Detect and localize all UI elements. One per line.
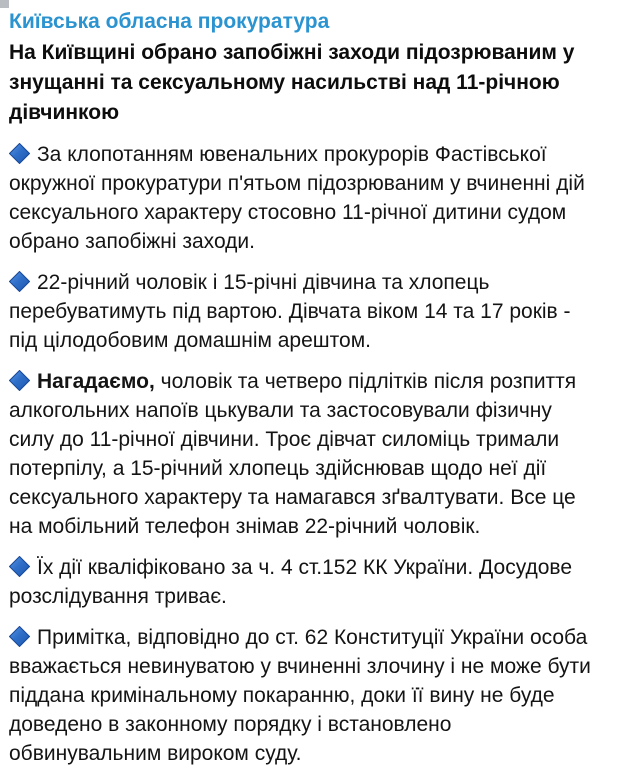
blue-diamond-icon — [9, 143, 30, 164]
blue-diamond-icon — [9, 370, 30, 391]
blue-diamond-icon — [9, 271, 30, 292]
blue-diamond-icon — [9, 626, 30, 647]
post-paragraph — [9, 140, 601, 256]
post-paragraph — [9, 623, 601, 768]
paragraph-text: 22-річний чоловік і 15-річні дівчина та хлопець перебуватимуть під вартою. Дівчата віком 14 та 17 років - під цілодобовим домашнім арештом. — [9, 271, 571, 352]
paragraph-text: За клопотанням ювенальних прокурорів Фастівської окружної прокуратури п'ятьом підозрюваним у вчиненні дій сексуального характеру стосовно 11-річної дитини судом обрано запобіжні заходи. — [9, 143, 585, 253]
post-paragraph — [9, 367, 601, 541]
blue-diamond-icon — [9, 556, 30, 577]
post-title: На Київщині обрано запобіжні заходи підозрюваним у знущанні та сексуальному насильстві над 11-річною дівчинкою — [9, 41, 575, 124]
post-paragraph — [9, 553, 601, 611]
paragraph-text: Примітка, відповідно до ст. 62 Конституції України особа вважається невинуватою у вчиненні злочину і не може бути піддана кримінальному покаранню, доки її вину не буде доведено в законному порядку і встановлено обвинувальним вироком суду. — [9, 626, 591, 765]
paragraph-text: Їх дії кваліфіковано за ч. 4 ст.152 КК України. Досудове розслідування триває. — [9, 556, 573, 608]
paragraph-text: чоловік та четверо підлітків після розпиття алкогольних напоїв цькували та застосовували фізичну силу до 11-річної дівчини. Троє дівчат силоміць тримали потерпілу, а 15-річний хлопець здійснював щодо неї дії сексуального характеру та намагався зґвалтувати. Все це на мобільний телефон знімав 22-річний чоловік. — [9, 370, 577, 538]
screenshot-corner-artifact — [0, 0, 9, 8]
paragraph-text-bold: Нагадаємо, — [37, 370, 155, 393]
post-body — [9, 140, 601, 768]
post-paragraph — [9, 268, 601, 355]
channel-link[interactable]: Київська обласна прокуратура — [9, 10, 330, 33]
